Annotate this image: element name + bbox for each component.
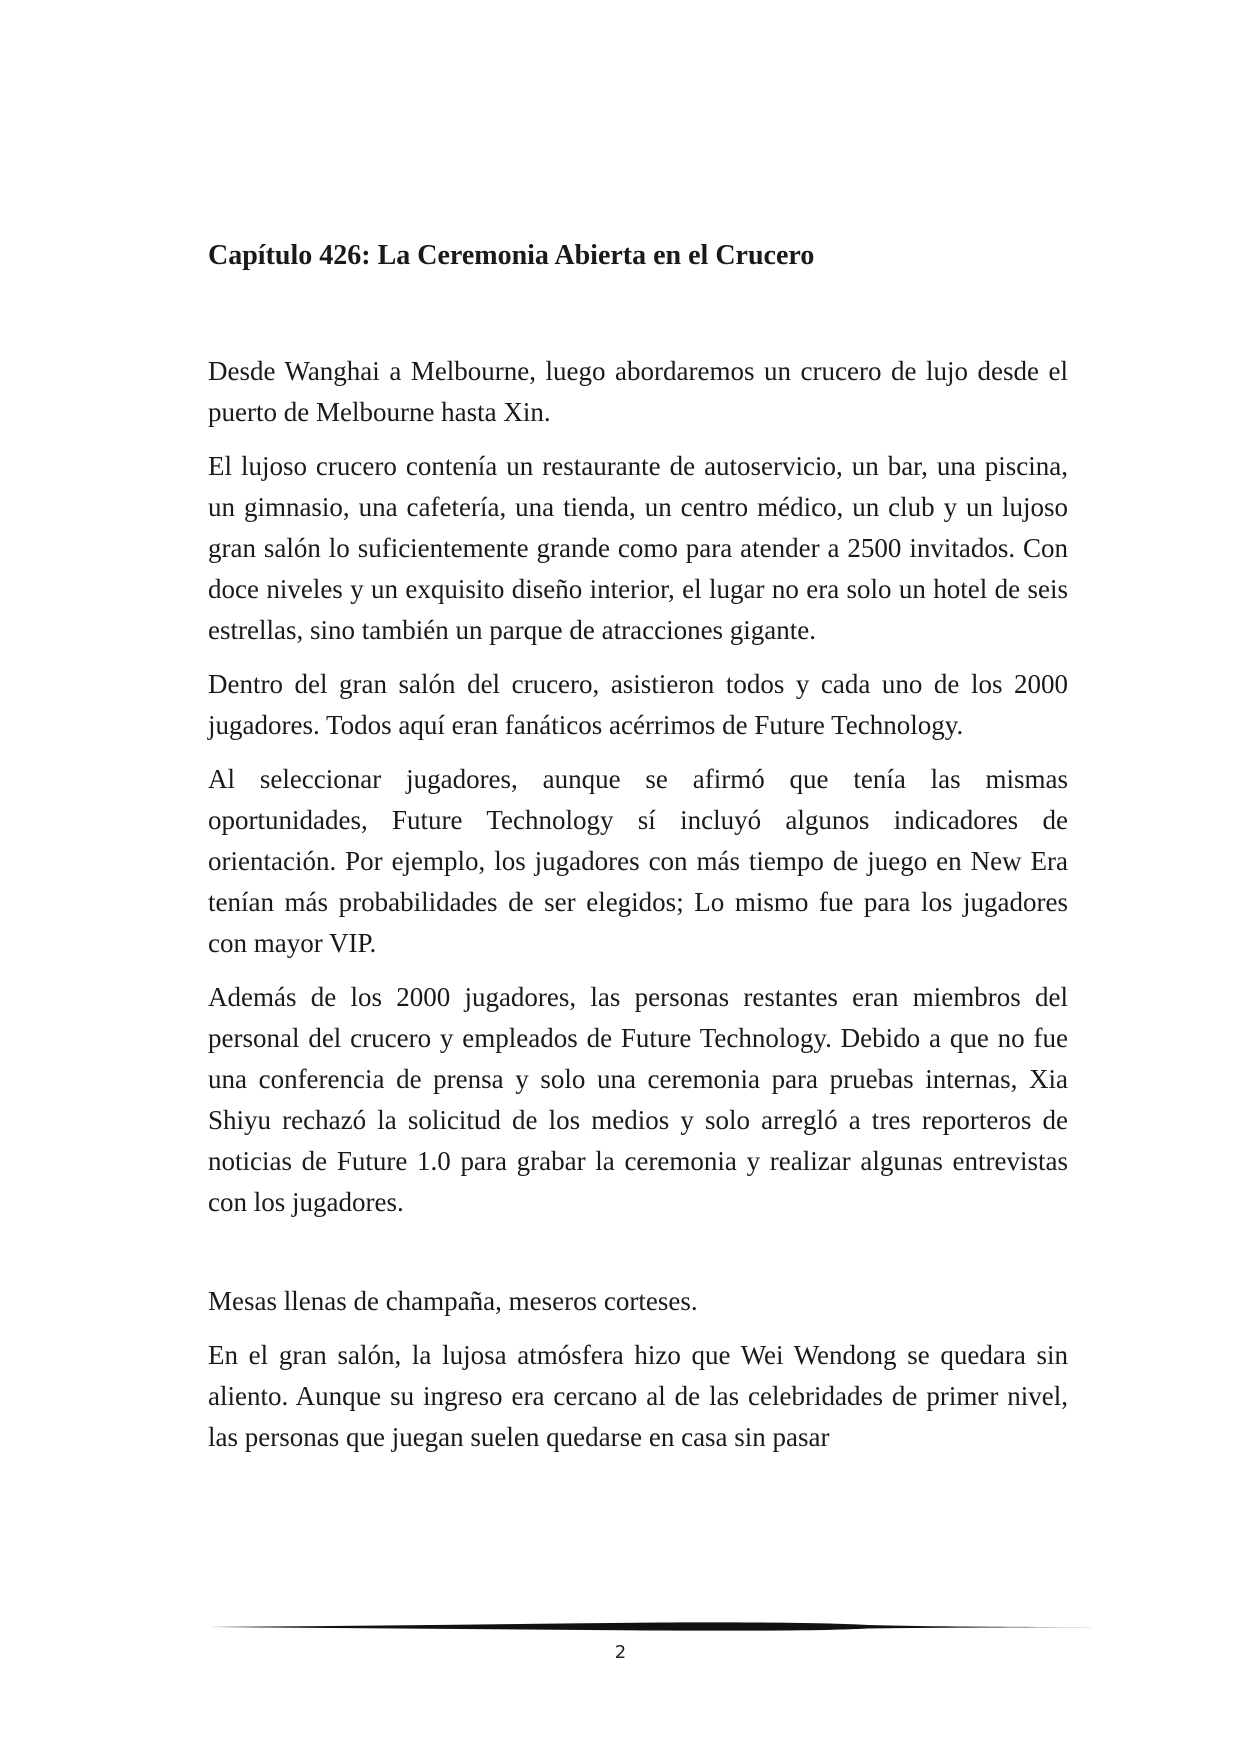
paragraph-6: Mesas llenas de champaña, meseros corteses. <box>208 1286 698 1316</box>
footer-divider <box>208 1620 1108 1634</box>
paragraph-4: Al seleccionar jugadores, aunque se afirmó que tenía las mismas oportunidades, Future Technology sí incluyó algunos indicadores de orientación. Por ejemplo, los jugadores con más tiempo de juego en New Era tenían más probabilidades de ser elegidos; Lo mismo fue para los jugadores con mayor VIP. <box>208 764 1068 958</box>
paragraph-2: El lujoso crucero contenía un restaurante de autoservicio, un bar, una piscina, un gimnasio, una cafetería, una tienda, un centro médico, un club y un lujoso gran salón lo suficientemente grande como para atender a 2500 invitados. Con doce niveles y un exquisito diseño interior, el lugar no era solo un hotel de seis estrellas, sino también un parque de atracciones gigante. <box>208 451 1068 645</box>
paragraph-1: Desde Wanghai a Melbourne, luego abordaremos un crucero de lujo desde el puerto de Melbourne hasta Xin. <box>208 356 1068 427</box>
page-number: 2 <box>614 1642 627 1663</box>
paragraph-7: En el gran salón, la lujosa atmósfera hizo que Wei Wendong se quedara sin aliento. Aunque su ingreso era cercano al de las celebridades de primer nivel, las personas que juegan suelen quedarse en casa sin pasar <box>208 1340 1068 1452</box>
paragraph-3: Dentro del gran salón del crucero, asistieron todos y cada uno de los 2000 jugadores. Todos aquí eran fanáticos acérrimos de Future Technology. <box>208 669 1068 740</box>
paragraph-5: Además de los 2000 jugadores, las personas restantes eran miembros del personal del crucero y empleados de Future Technology. Debido a que no fue una conferencia de prensa y solo una ceremonia para pruebas internas, Xia Shiyu rechazó la solicitud de los medios y solo arregló a tres reporteros de noticias de Future 1.0 para grabar la ceremonia y realizar algunas entrevistas con los jugadores. <box>208 982 1068 1217</box>
chapter-title: Capítulo 426: La Ceremonia Abierta en el Crucero <box>208 240 815 271</box>
body-text <box>208 351 1068 1471</box>
